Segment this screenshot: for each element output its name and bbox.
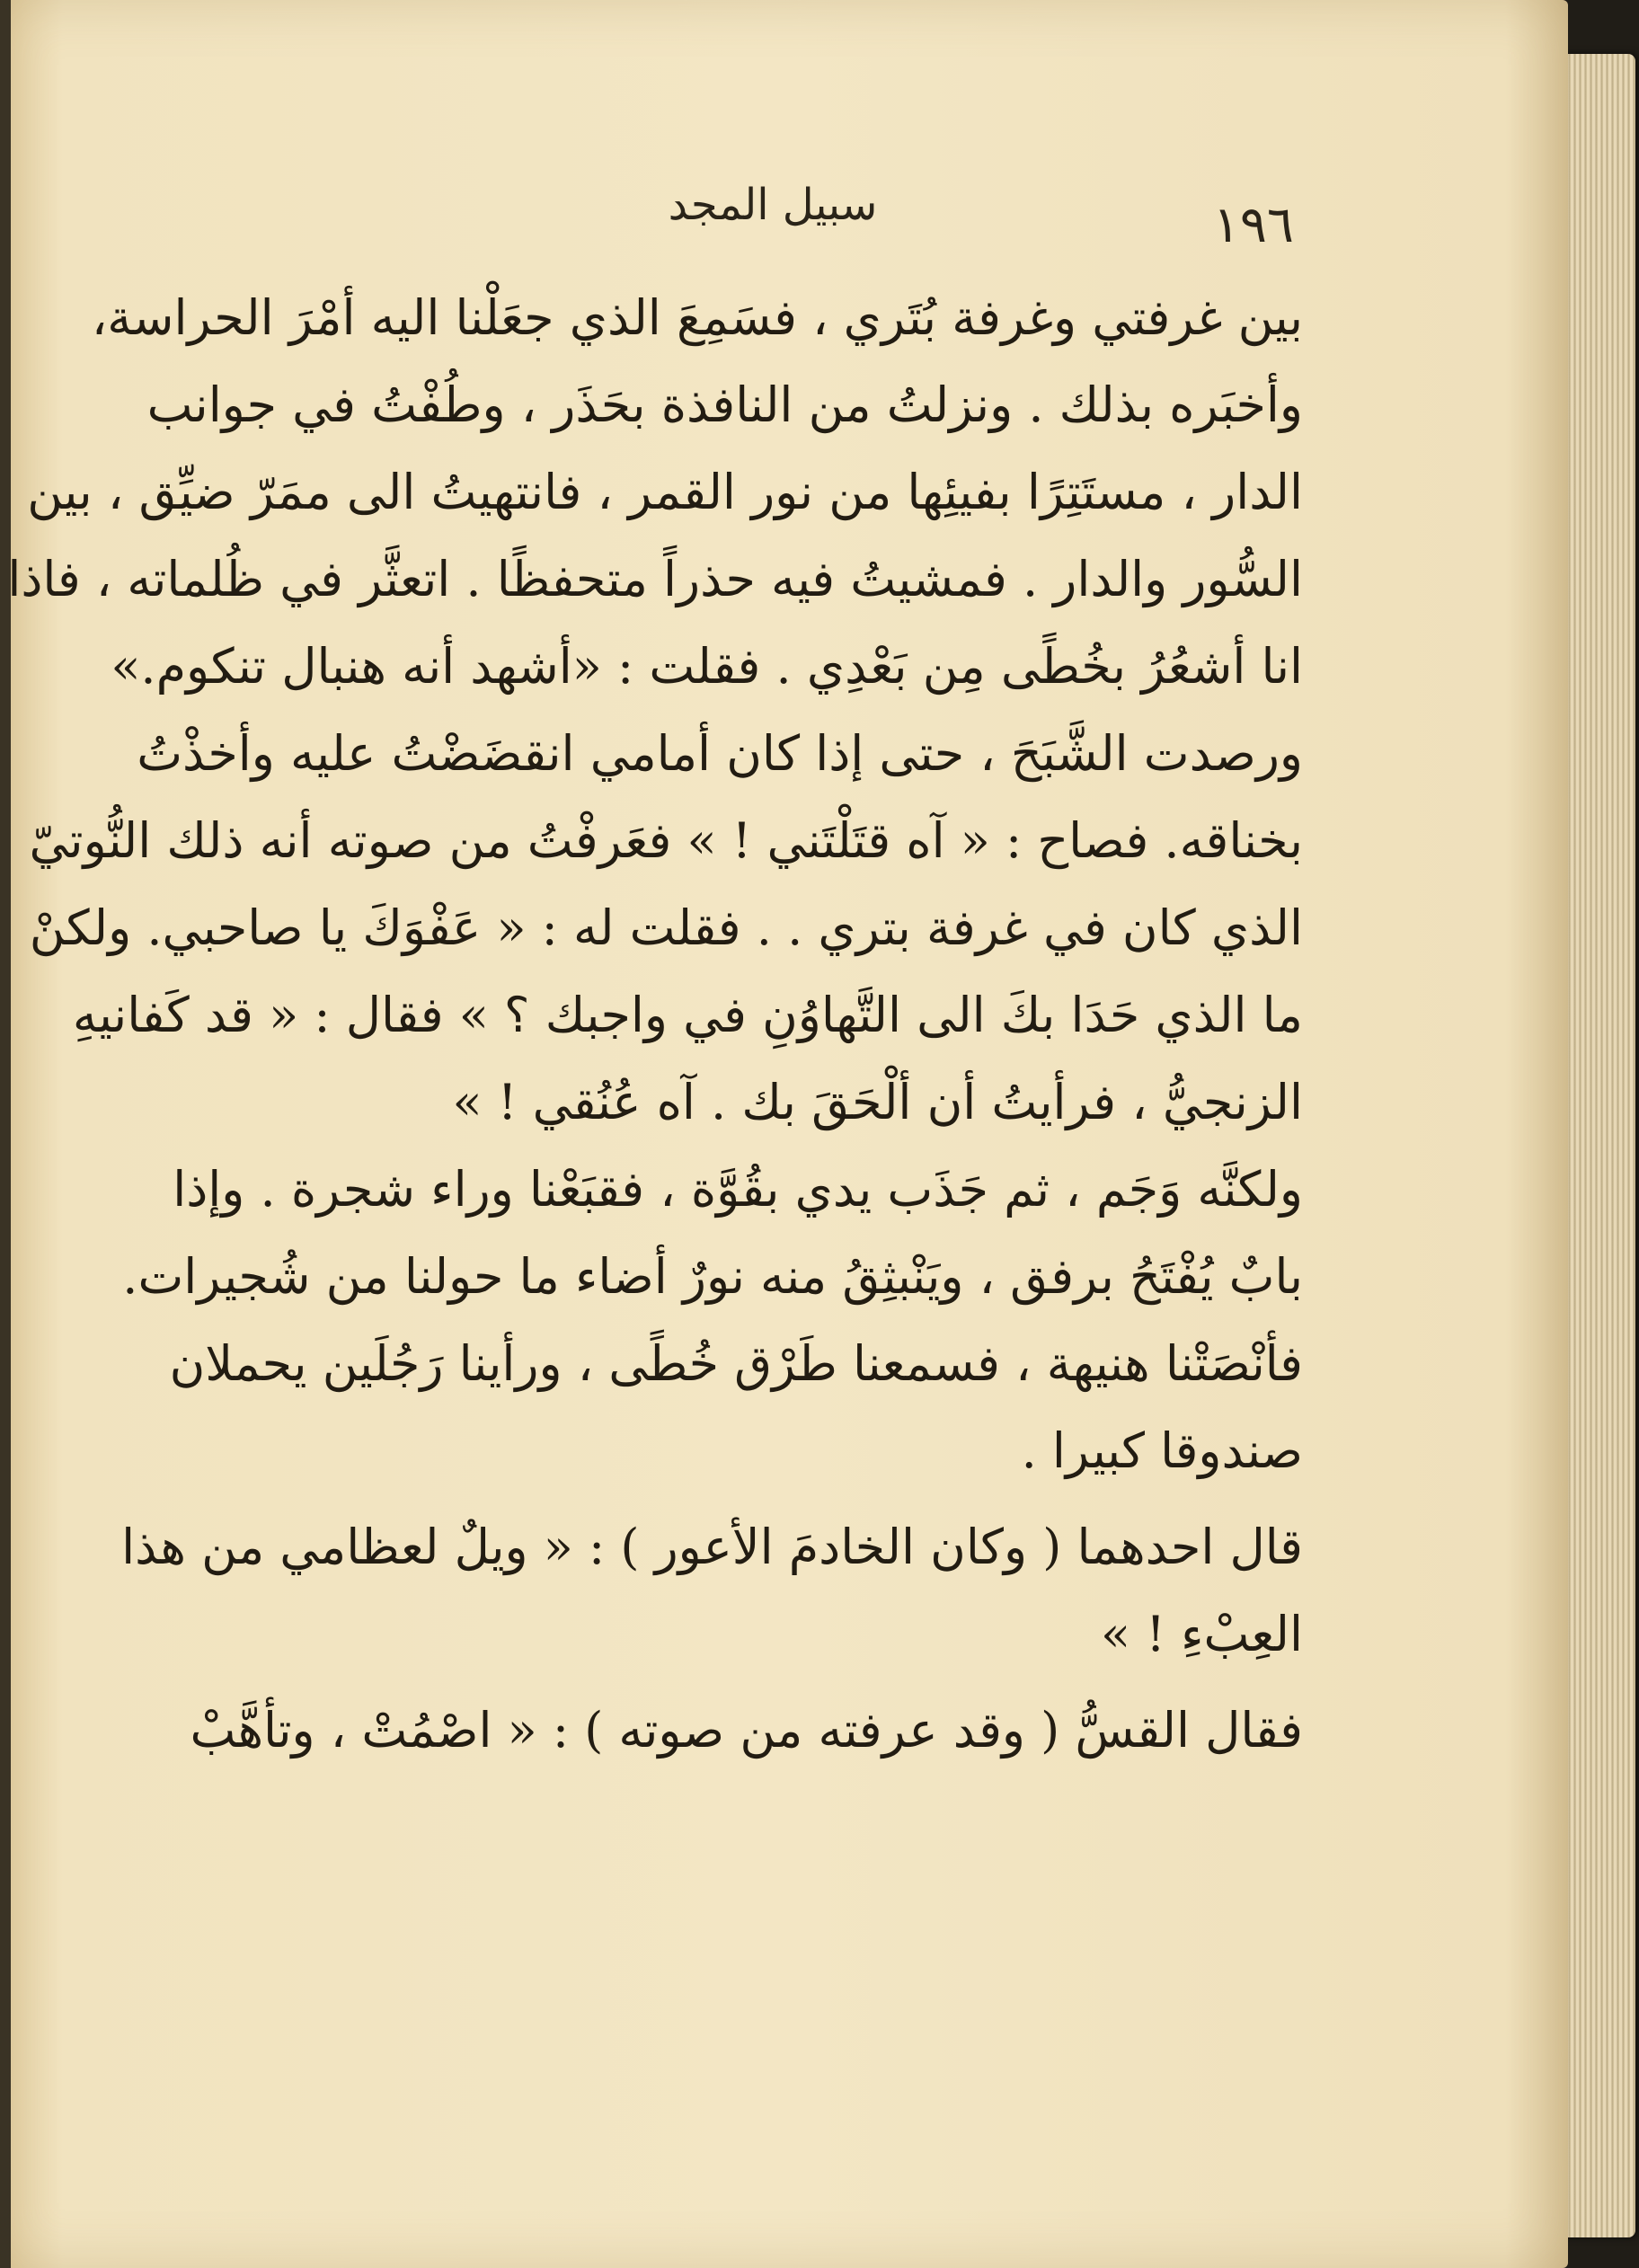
text-line: العِبْءِ ! »: [1101, 1606, 1303, 1662]
text-line: فقال القسُّ ( وقد عرفته من صوته ) : « اصْمُتْ ، وتأهَّبْ: [190, 1702, 1303, 1759]
running-title: سبيل المجد: [668, 180, 878, 230]
text-line: ولكنَّه وَجَم ، ثم جَذَب يدي بقُوَّة ، فقبَعْنا وراء شجرة . وإذا: [173, 1161, 1303, 1218]
page-gutter: [0, 0, 11, 2268]
text-line: السُّور والدار . فمشيتُ فيه حذراً متحفظًا . اتعثَّر في ظُلماته ، فاذا: [7, 551, 1303, 607]
text-line: وأخبَره بذلك . ونزلتُ من النافذة بحَذَر ، وطُفْتُ في جوانب: [146, 377, 1303, 433]
page-header: [216, 171, 1294, 270]
text-line: الدار ، مستَتِرًا بفيئِها من نور القمر ، فانتهيتُ الى ممَرّ ضيِّق ، بين: [27, 464, 1303, 520]
page-number: ١٩٦: [1212, 196, 1294, 254]
text-line: صندوقا كبيرا .: [1021, 1422, 1303, 1479]
body-text: [7, 274, 1303, 1774]
text-line: الذي كان في غرفة بتري . . فقلت له : « عَفْوَكَ يا صاحبي. ولكنْ: [29, 899, 1303, 956]
text-line: بخناقه. فصاح : « آه قتَلْتَني ! » فعَرفْتُ من صوته أنه ذلك النُّوتيّ: [29, 812, 1303, 869]
text-line: بابٌ يُفْتَحُ برفق ، ويَنْبثِقُ منه نورٌ أضاء ما حولنا من شُجيرات.: [122, 1248, 1303, 1305]
text-line: انا أشعُرُ بخُطًى مِن بَعْدِي . فقلت : «أشهد أنه هنبال تنكوم.»: [111, 638, 1303, 695]
text-line: قال احدهما ( وكان الخادمَ الأعور ) : « ويلٌ لعظامي من هذا: [121, 1519, 1303, 1575]
text-line: بين غرفتي وغرفة بُتَري ، فسَمِعَ الذي جعَلْنا اليه أمْرَ الحراسة،: [91, 289, 1303, 346]
text-line: ما الذي حَدَا بكَ الى التَّهاوُنِ في واجبك ؟ » فقال : « قد كَفانيهِ: [72, 987, 1303, 1043]
text-line: فأنْصَتْنا هنيهة ، فسمعنا طَرْق خُطًى ، ورأينا رَجُلَين يحملان: [169, 1335, 1303, 1392]
text-line: الزنجيُّ ، فرأيتُ أن ألْحَقَ بك . آه عُنُقي ! »: [452, 1074, 1303, 1130]
text-line: ورصدت الشَّبَحَ ، حتى إذا كان أمامي انقضَضْتُ عليه وأخذْتُ: [137, 725, 1303, 782]
